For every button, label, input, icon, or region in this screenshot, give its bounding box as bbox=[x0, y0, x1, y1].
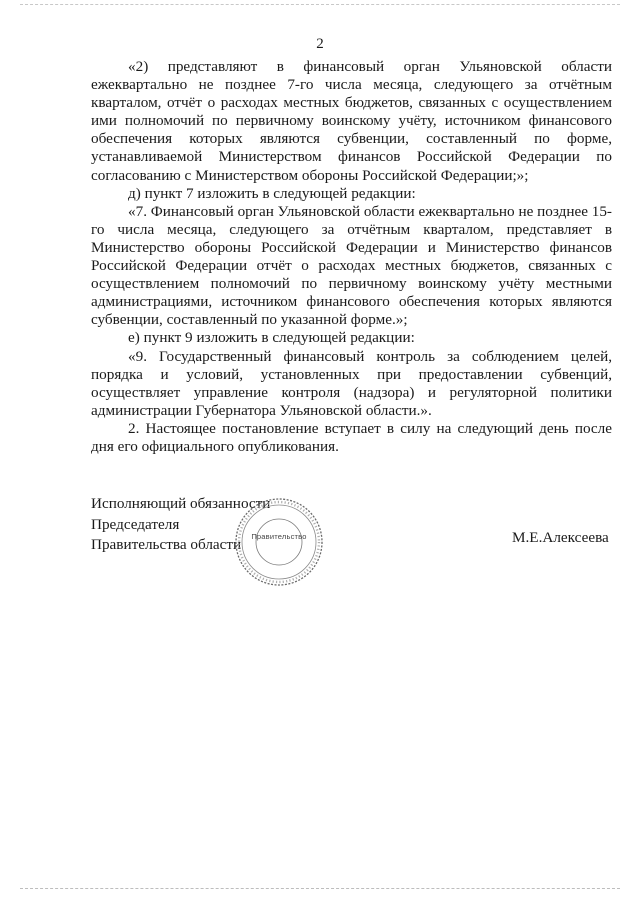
scan-edge-top bbox=[20, 4, 620, 6]
paragraph-point-9: «9. Государственный финансовый контроль за соблюдением целей, порядка и условий, установленных при предоставлении субвенций, осуществляет управление контроля (надзора) и регуляторной политики администрации Губернатора Ульяновской области.». bbox=[91, 347, 612, 419]
signer-name: М.Е.Алексеева bbox=[512, 529, 609, 546]
official-stamp bbox=[233, 497, 325, 587]
scan-edge-bottom bbox=[20, 888, 620, 890]
signer-title-line-2: Председателя bbox=[91, 515, 180, 533]
paragraph-item-d: д) пункт 7 изложить в следующей редакции: bbox=[128, 184, 416, 202]
paragraph-effective-date: 2. Настоящее постановление вступает в силу на следующий день после дня его официального опубликования. bbox=[91, 419, 612, 455]
signer-title-line-3: Правительства области bbox=[91, 536, 242, 553]
page-number: 2 bbox=[316, 36, 324, 52]
signer-title-line-1: Исполняющий обязанности bbox=[91, 495, 271, 512]
stamp-seal-graphic bbox=[233, 497, 325, 587]
stamp-center-text: Правительство bbox=[251, 532, 307, 541]
paragraph-item-e: е) пункт 9 изложить в следующей редакции: bbox=[128, 329, 415, 347]
document-body bbox=[91, 58, 612, 456]
paragraph-subitem-2: «2) представляют в финансовый орган Ульяновской области ежеквартально не позднее 7-го числа месяца, следующего за отчётным кварталом, отчёт о расходах местных бюджетов, связанных с осуществлением ими полномочий по первичному воинскому учёту, источником финансового обеспечения которых являются субвенции, составленный по форме, устанавливаемой Министерством финансов Российской Федерации по согласованию с Министерством обороны Российской Федерации;»; bbox=[91, 58, 612, 184]
paragraph-point-7: «7. Финансовый орган Ульяновской области ежеквартально не позднее 15-го числа месяца, следующего за отчётным кварталом, представляет в Министерство обороны Российской Федерации и Министерство финансов Российской Федерации отчёт о расходах местных бюджетов, связанных с осуществлением полномочий по первичному воинскому учёту местными администрациями, источником финансового обеспечения которых являются субвенции, составленный по указанной форме.»; bbox=[91, 202, 612, 329]
